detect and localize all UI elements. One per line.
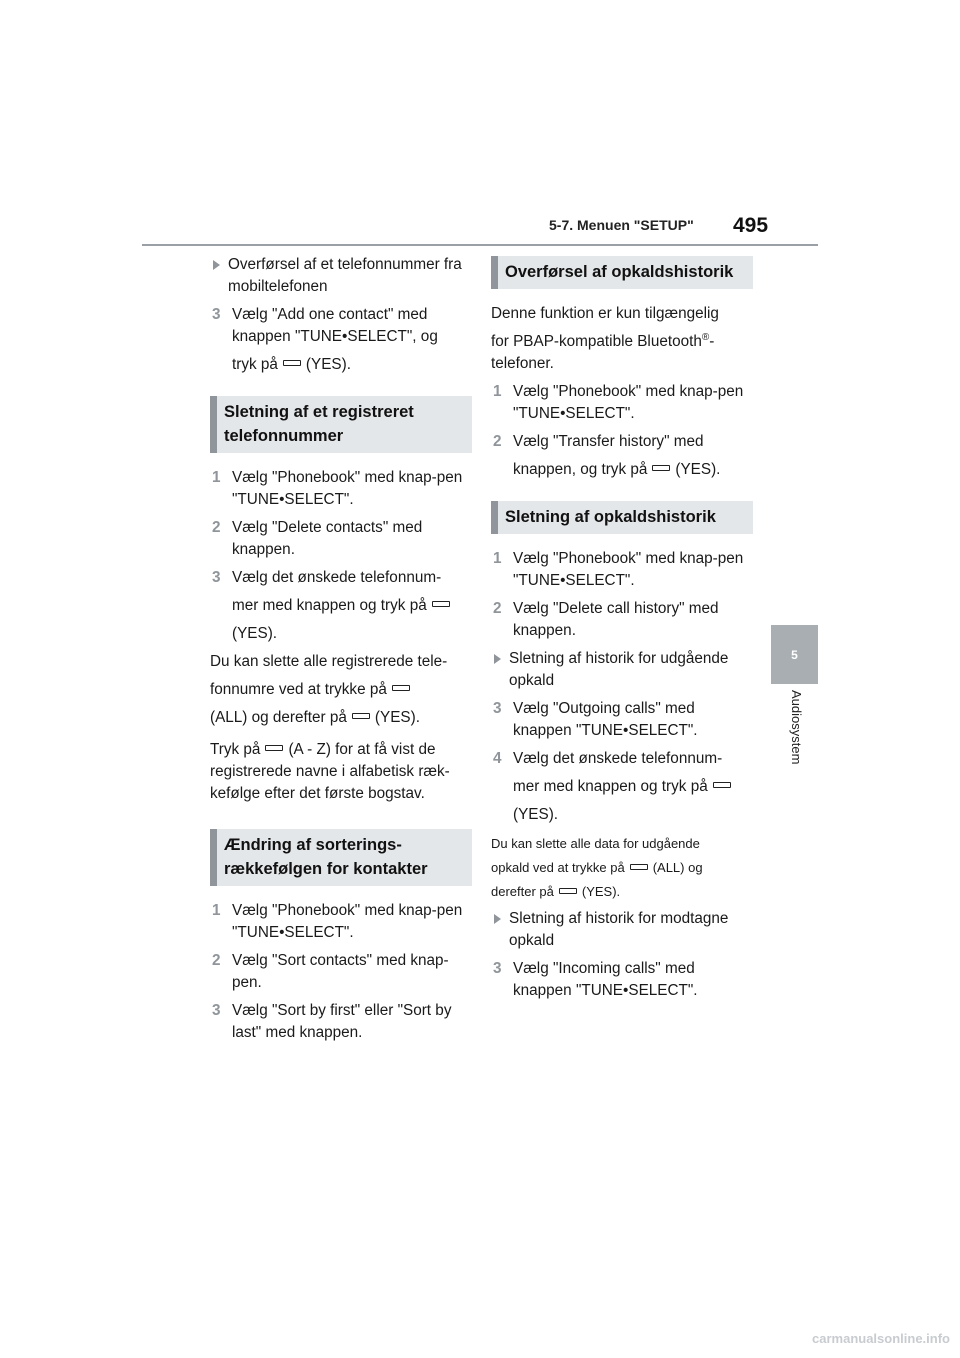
button-rectangle-icon (265, 745, 283, 751)
chapter-tab: 5 (771, 625, 818, 684)
step-item: 3 Vælg "Sort by first" eller "Sort by last" med knappen. (212, 1002, 452, 1041)
step-number: 1 (493, 550, 502, 567)
button-rectangle-icon (713, 782, 731, 788)
list-item: Sletning af historik for modtagne opkald (491, 908, 753, 952)
step-number: 2 (212, 952, 221, 969)
step-number: 4 (493, 750, 502, 767)
step-item: 2 Vælg "Delete call history" med knappen. (493, 600, 719, 639)
step-number: 2 (493, 433, 502, 450)
triangle-bullet-icon (213, 260, 220, 270)
step-item: 1 Vælg "Phonebook" med knap-pen "TUNE•SELECT". (212, 902, 463, 941)
paragraph: Du kan slette alle registrerede tele- fonnumre ved at trykke på (ALL) og derefter på (YES). (210, 653, 448, 726)
step-item: 3 Vælg "Outgoing calls" med knappen "TUNE•SELECT". (493, 700, 698, 739)
step-number: 3 (212, 1002, 221, 1019)
section-title: 5-7. Menuen "SETUP" (549, 217, 694, 233)
section-heading: Sletning af et registreret telefonnummer (210, 396, 472, 453)
step-item: 3 Vælg "Add one contact" med knappen "TUNE•SELECT", og tryk på (YES). (212, 306, 438, 373)
step-item: 3 Vælg "Incoming calls" med knappen "TUNE•SELECT". (493, 960, 698, 999)
button-rectangle-icon (392, 685, 410, 691)
list-item: Sletning af historik for udgående opkald (491, 648, 753, 692)
paragraph: Tryk på (A - Z) for at få vist de registrerede navne i alfabetisk ræk-kefølge efter det første bogstav. (210, 741, 450, 802)
chapter-label: Audiosystem (789, 690, 804, 765)
step-number: 1 (493, 383, 502, 400)
button-rectangle-icon (432, 601, 450, 607)
paragraph: Denne funktion er kun tilgængelig for PBAP-kompatible Bluetooth®- telefoner. (491, 305, 719, 372)
left-column (210, 254, 472, 1050)
step-item: 2 Vælg "Delete contacts" med knappen. (212, 519, 423, 558)
button-rectangle-icon (559, 888, 577, 894)
note-paragraph: Du kan slette alle data for udgående opkald ved at trykke på (ALL) og derefter på (YES). (491, 836, 703, 899)
step-number: 3 (493, 960, 502, 977)
header-divider (142, 244, 818, 246)
step-number: 3 (212, 306, 221, 323)
section-heading: Ændring af sorterings-rækkefølgen for kontakter (210, 829, 472, 886)
step-item: 4 Vælg det ønskede telefonnum- mer med knappen og tryk på (YES). (491, 748, 753, 826)
step-item: 2 Vælg "Transfer history" med knappen, og tryk på (YES). (493, 433, 721, 478)
list-item: Overførsel af et telefonnummer fra mobiltelefonen (210, 254, 472, 298)
step-item: 3 Vælg det ønskede telefonnum- mer med knappen og tryk på (YES). (210, 567, 472, 645)
step-item: 2 Vælg "Sort contacts" med knap-pen. (212, 952, 449, 991)
page-number: 495 (733, 214, 769, 237)
section-heading: Overførsel af opkaldshistorik (491, 256, 753, 289)
triangle-bullet-icon (494, 914, 501, 924)
watermark-text: carmanualsonline.info (812, 1331, 950, 1346)
step-number: 2 (493, 600, 502, 617)
button-rectangle-icon (352, 713, 370, 719)
step-item: 1 Vælg "Phonebook" med knap-pen "TUNE•SELECT". (493, 550, 744, 589)
step-item: 1 Vælg "Phonebook" med knap-pen "TUNE•SELECT". (493, 383, 744, 422)
button-rectangle-icon (630, 864, 648, 870)
step-number: 2 (212, 519, 221, 536)
section-heading: Sletning af opkaldshistorik (491, 501, 753, 534)
step-number: 3 (212, 569, 221, 586)
right-column (491, 256, 753, 1008)
step-number: 1 (212, 469, 221, 486)
button-rectangle-icon (283, 360, 301, 366)
button-rectangle-icon (652, 465, 670, 471)
step-number: 1 (212, 902, 221, 919)
step-number: 3 (493, 700, 502, 717)
triangle-bullet-icon (494, 654, 501, 664)
step-item: 1 Vælg "Phonebook" med knap-pen "TUNE•SELECT". (212, 469, 463, 508)
